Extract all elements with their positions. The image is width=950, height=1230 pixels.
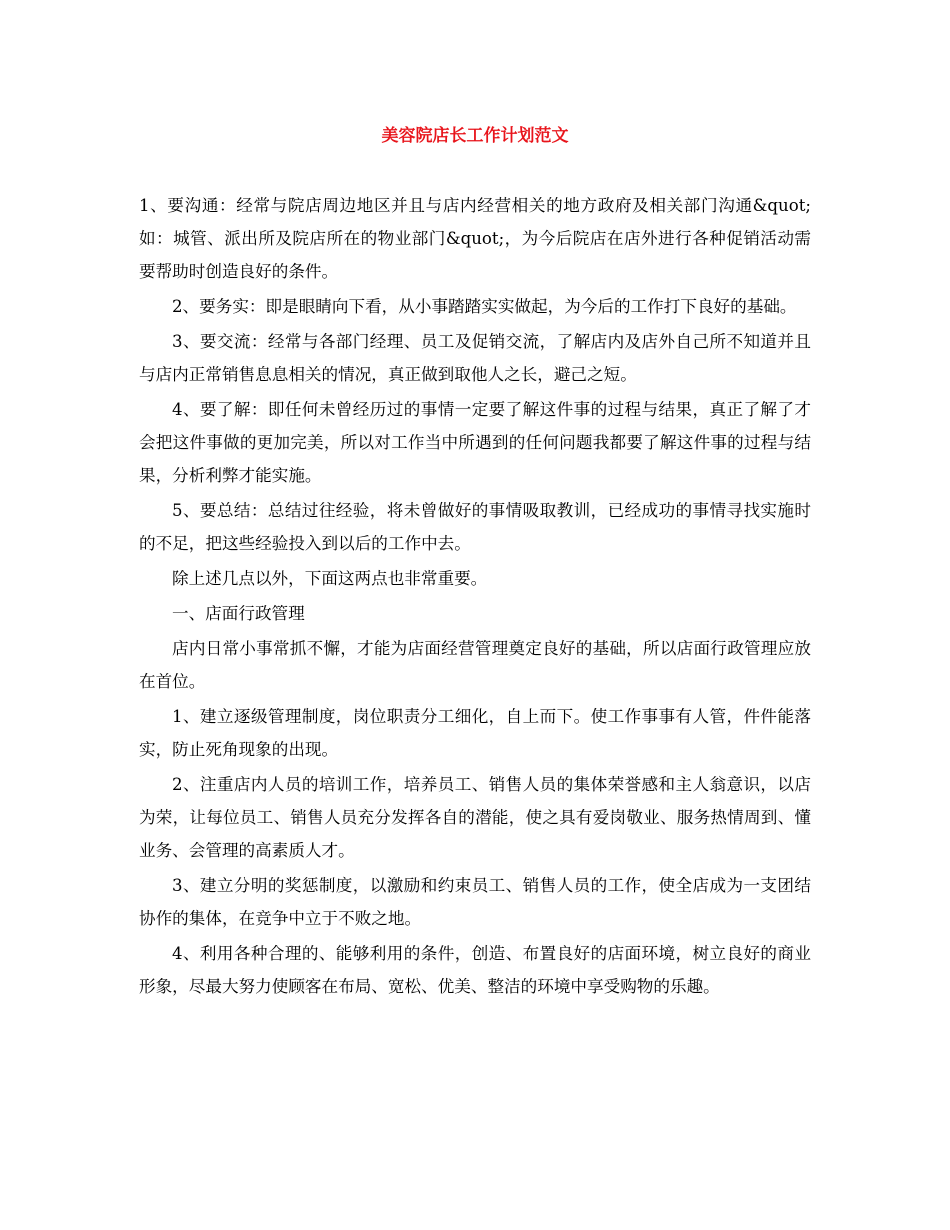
paragraph-admin-intro: 店内日常小事常抓不懈，才能为店面经营管理奠定良好的基础，所以店面行政管理应放在首位。 <box>139 639 811 691</box>
document-title: 美容院店长工作计划范文 <box>381 126 569 146</box>
paragraph-exchange: 3、要交流：经常与各部门经理、员工及促销交流，了解店内及店外自己所不知道并且与店内正常销售息息相关的情况，真正做到取他人之长，避己之短。 <box>139 332 811 384</box>
paragraph-admin-item-1: 1、建立逐级管理制度，岗位职责分工细化，自上而下。使工作事事有人管，件件能落实，防止死角现象的出现。 <box>139 707 811 759</box>
paragraph-admin-item-3: 3、建立分明的奖惩制度，以激励和约束员工、销售人员的工作，使全店成为一支团结协作的集体，在竞争中立于不败之地。 <box>139 876 811 928</box>
paragraph-understand: 4、要了解：即任何未曾经历过的事情一定要了解这件事的过程与结果，真正了解了才会把这件事做的更加完美，所以对工作当中所遇到的任何问题我都要了解这件事的过程与结果，分析利弊才能实施。 <box>139 400 811 485</box>
paragraph-admin-item-4: 4、利用各种合理的、能够利用的条件，创造、布置良好的店面环境，树立良好的商业形象，尽最大努力使顾客在布局、宽松、优美、整洁的环境中享受购物的乐趣。 <box>139 944 811 996</box>
paragraph-practical: 2、要务实：即是眼睛向下看，从小事踏踏实实做起，为今后的工作打下良好的基础。 <box>172 297 797 316</box>
paragraph-admin-item-2: 2、注重店内人员的培训工作，培养员工、销售人员的集体荣誉感和主人翁意识，以店为荣，让每位员工、销售人员充分发挥各自的潜能，使之具有爱岗敬业、服务热情周到、懂业务、会管理的高素质人才。 <box>139 775 811 860</box>
paragraph-communicate: 1、要沟通：经常与院店周边地区并且与店内经营相关的地方政府及相关部门沟通&quot;如：城管、派出所及院店所在的物业部门&quot;，为今后院店在店外进行各种促销活动需要帮助时创造良好的条件。 <box>139 196 811 281</box>
document-body <box>139 189 811 1005</box>
paragraph-summarize: 5、要总结：总结过往经验，将未曾做好的事情吸取教训，已经成功的事情寻找实施时的不足，把这些经验投入到以后的工作中去。 <box>139 501 811 553</box>
section-heading-admin: 一、店面行政管理 <box>172 604 305 623</box>
paragraph-transition: 除上述几点以外，下面这两点也非常重要。 <box>172 569 488 588</box>
